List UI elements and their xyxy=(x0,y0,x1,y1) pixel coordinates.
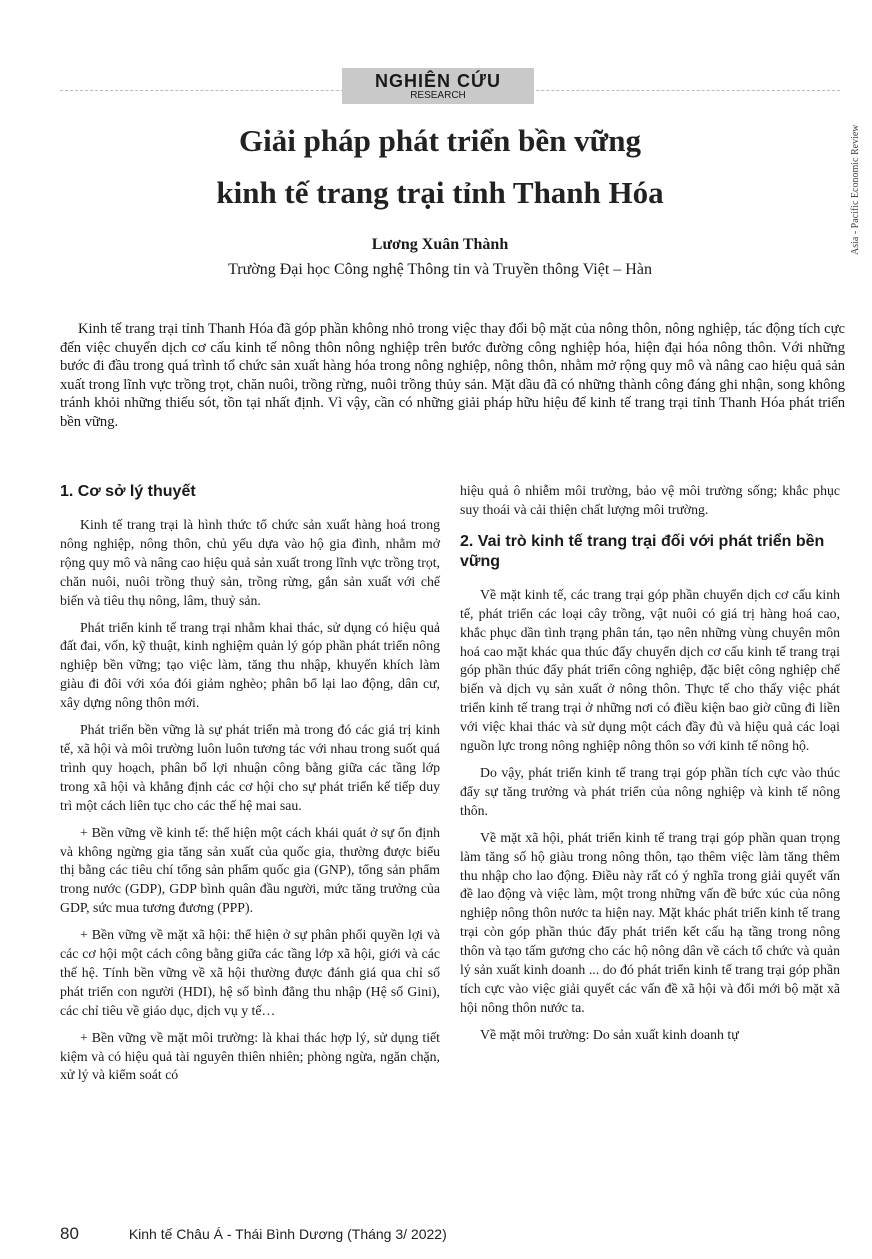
section-heading-2: 2. Vai trò kinh tế trang trại đối với phát triển bền vững xyxy=(460,532,825,570)
paragraph: Do vậy, phát triển kinh tế trang trại góp phần tích cực vào thúc đẩy sự tăng trưởng và phát triển của nông nghiệp và kinh tế nông thôn. xyxy=(460,764,840,818)
author-affiliation: Trường Đại học Công nghệ Thông tin và Truyền thông Việt – Hàn xyxy=(228,261,652,278)
abstract: Kinh tế trang trại tỉnh Thanh Hóa đã góp phần không nhỏ trong việc thay đổi bộ mặt của nông thôn, nông nghiệp, tác động tích cực đến việc chuyển dịch cơ cấu kinh tế nông thôn nông nghiệp trên bước đường công nghiệp hóa, hiện đại hóa nông thôn. Với những bước đi đầu trong quá trình tổ chức sản xuất hàng hóa trong nông nghiệp, nông thôn, nhằm mở rộng quy mô và nâng cao hiệu quả sản xuất trong lĩnh vực trồng trọt, chăn nuôi, trồng rừng, nuôi trồng thủy sản. Mặt dầu đã có những thành công đáng ghi nhận, song không tránh khỏi những thiếu sót, tồn tại nhất định. Vì vậy, cần có những giải pháp hữu hiệu để kinh tế trang trại tỉnh Thanh Hóa phát triển bền vững. xyxy=(60,321,845,430)
article-title xyxy=(60,115,820,219)
paragraph: Phát triển bền vững là sự phát triển mà trong đó các giá trị kinh tế, xã hội và môi trường luôn luôn tương tác với nhau trong suốt quá trình quy hoạch, phân bổ lợi nhuận công bằng giữa các tầng lớp trong xã hội và khẳng định các cơ hội cho sự phát triển kế tiếp duy trì một cách liên tục cho các thế hệ mai sau. xyxy=(60,722,440,813)
paragraph: + Bền vững về mặt môi trường: là khai thác hợp lý, sử dụng tiết kiệm và có hiệu quả tài nguyên thiên nhiên; phòng ngừa, ngăn chặn, xử lý và kiểm soát có xyxy=(60,1029,440,1083)
left-column xyxy=(60,482,440,1093)
section-sublabel: RESEARCH xyxy=(410,90,466,101)
paragraph: Về mặt kinh tế, các trang trại góp phần chuyển dịch cơ cấu kinh tế, phát triển các loại cây trồng, vật nuôi có giá trị hàng hoá cao, khắc phục dần tình trạng phân tán, tạo nên những vùng chuyên môn hoá cao mặt khác qua thúc đẩy chuyển dịch cơ cấu kinh tế trang trại góp phần thúc đẩy phát triển công nghiệp, đặc biệt công nghiệp chế biến và dịch vụ sản xuất ở nông thôn. Thực tế cho thấy việc phát triển kinh tế trang trại ở những nơi có điều kiện bao giờ cũng đi liền với việc khai thác và sử dụng một cách đầy đủ và hiệu quả các loại nguồn lực trong nông nghiệp nông thôn so với kinh tế nông hộ. xyxy=(460,586,840,754)
title-line-2: kinh tế trang trại tỉnh Thanh Hóa xyxy=(216,175,664,210)
title-line-1: Giải pháp phát triển bền vững xyxy=(239,123,641,158)
paragraph: Phát triển kinh tế trang trại nhằm khai thác, sử dụng có hiệu quả đất đai, vốn, kỹ thuật, kinh nghiệm quản lý góp phần phát triển nông nghiệp bền vững; tạo việc làm, tăng thu nhập, khuyến khích làm giàu đi đôi với xóa đói giảm nghèo; phân bổ lại lao động, dân cư, xây dựng nông thôn mới. xyxy=(60,619,440,711)
paragraph: + Bền vững về kinh tế: thể hiện một cách khái quát ở sự ổn định và không ngừng gia tăng sản xuất của quốc gia, thường được biểu thị bằng các tiêu chí tổng sản phẩm quốc gia (GNP), tổng sản phẩm trong nước (GDP), GDP bình quân đầu người, mức tăng trưởng của GDP, sức mua tương đương (PPP). xyxy=(60,824,440,916)
section-heading-1: 1. Cơ sở lý thuyết xyxy=(60,483,196,500)
paragraph: + Bền vững về mặt xã hội: thể hiện ở sự phân phối quyền lợi và các cơ hội một cách công bằng giữa các tầng lớp xã hội, giới và các thế hệ. Tính bền vững về xã hội thường được đánh giá qua chỉ số phát triển con người (HDI), hệ số bình đẳng thu nhập (Hệ số Gini), các chỉ tiêu về giáo dục, dịch vụ y tế… xyxy=(60,927,440,1018)
paragraph: Về mặt môi trường: Do sản xuất kinh doanh tự xyxy=(480,1026,739,1042)
page-footer xyxy=(60,1224,840,1244)
page-number: 80 xyxy=(60,1224,79,1243)
author-name: Lương Xuân Thành xyxy=(371,236,509,253)
journal-side-label: Asia - Pacific Economic Review xyxy=(850,124,861,256)
section-label: NGHIÊN CỨU xyxy=(375,71,501,91)
paragraph: Kinh tế trang trại là hình thức tổ chức sản xuất hàng hoá trong nông nghiệp, nông thôn, chủ yếu dựa vào hộ gia đình, nhằm mở rộng quy mô và nâng cao hiệu quả sản xuất trong lĩnh vực trồng trọt, chăn nuôi, nuôi trồng thuỷ sản, trồng rừng, gắn sản xuất với chế biến và tiêu thụ nông, lâm, thuỷ sản. xyxy=(60,517,440,608)
paragraph: hiệu quả ô nhiễm môi trường, bảo vệ môi trường sống; khắc phục suy thoái và cải thiện chất lượng môi trường. xyxy=(460,483,840,517)
section-tag xyxy=(342,68,534,104)
paragraph: Về mặt xã hội, phát triển kinh tế trang trại góp phần quan trọng làm tăng số hộ giàu trong nông thôn, tạo thêm việc làm tăng thêm thu nhập cho lao động. Điều này rất có ý nghĩa trong giải quyết vấn đề lao động và việc làm, một trong những vấn đề bức xúc của nông nghiệp nông thôn nước ta hiện nay. Mặt khác phát triển kinh tế trang trại còn góp phần thúc đẩy phát triển kết cấu hạ tầng trong nông thôn và tạo tấm gương cho các hộ nông dân về cách tổ chức và quản lý sản xuất kinh doanh ... do đó phát triển kinh tế trang trại góp phần tích cực vào việc giải quyết các vấn đề xã hội và đổi mới bộ mặt xã hội nông thôn nước ta. xyxy=(460,829,840,1015)
right-column xyxy=(460,482,840,1053)
journal-footer: Kinh tế Châu Á - Thái Bình Dương (Tháng 3/ 2022) xyxy=(128,1226,447,1242)
